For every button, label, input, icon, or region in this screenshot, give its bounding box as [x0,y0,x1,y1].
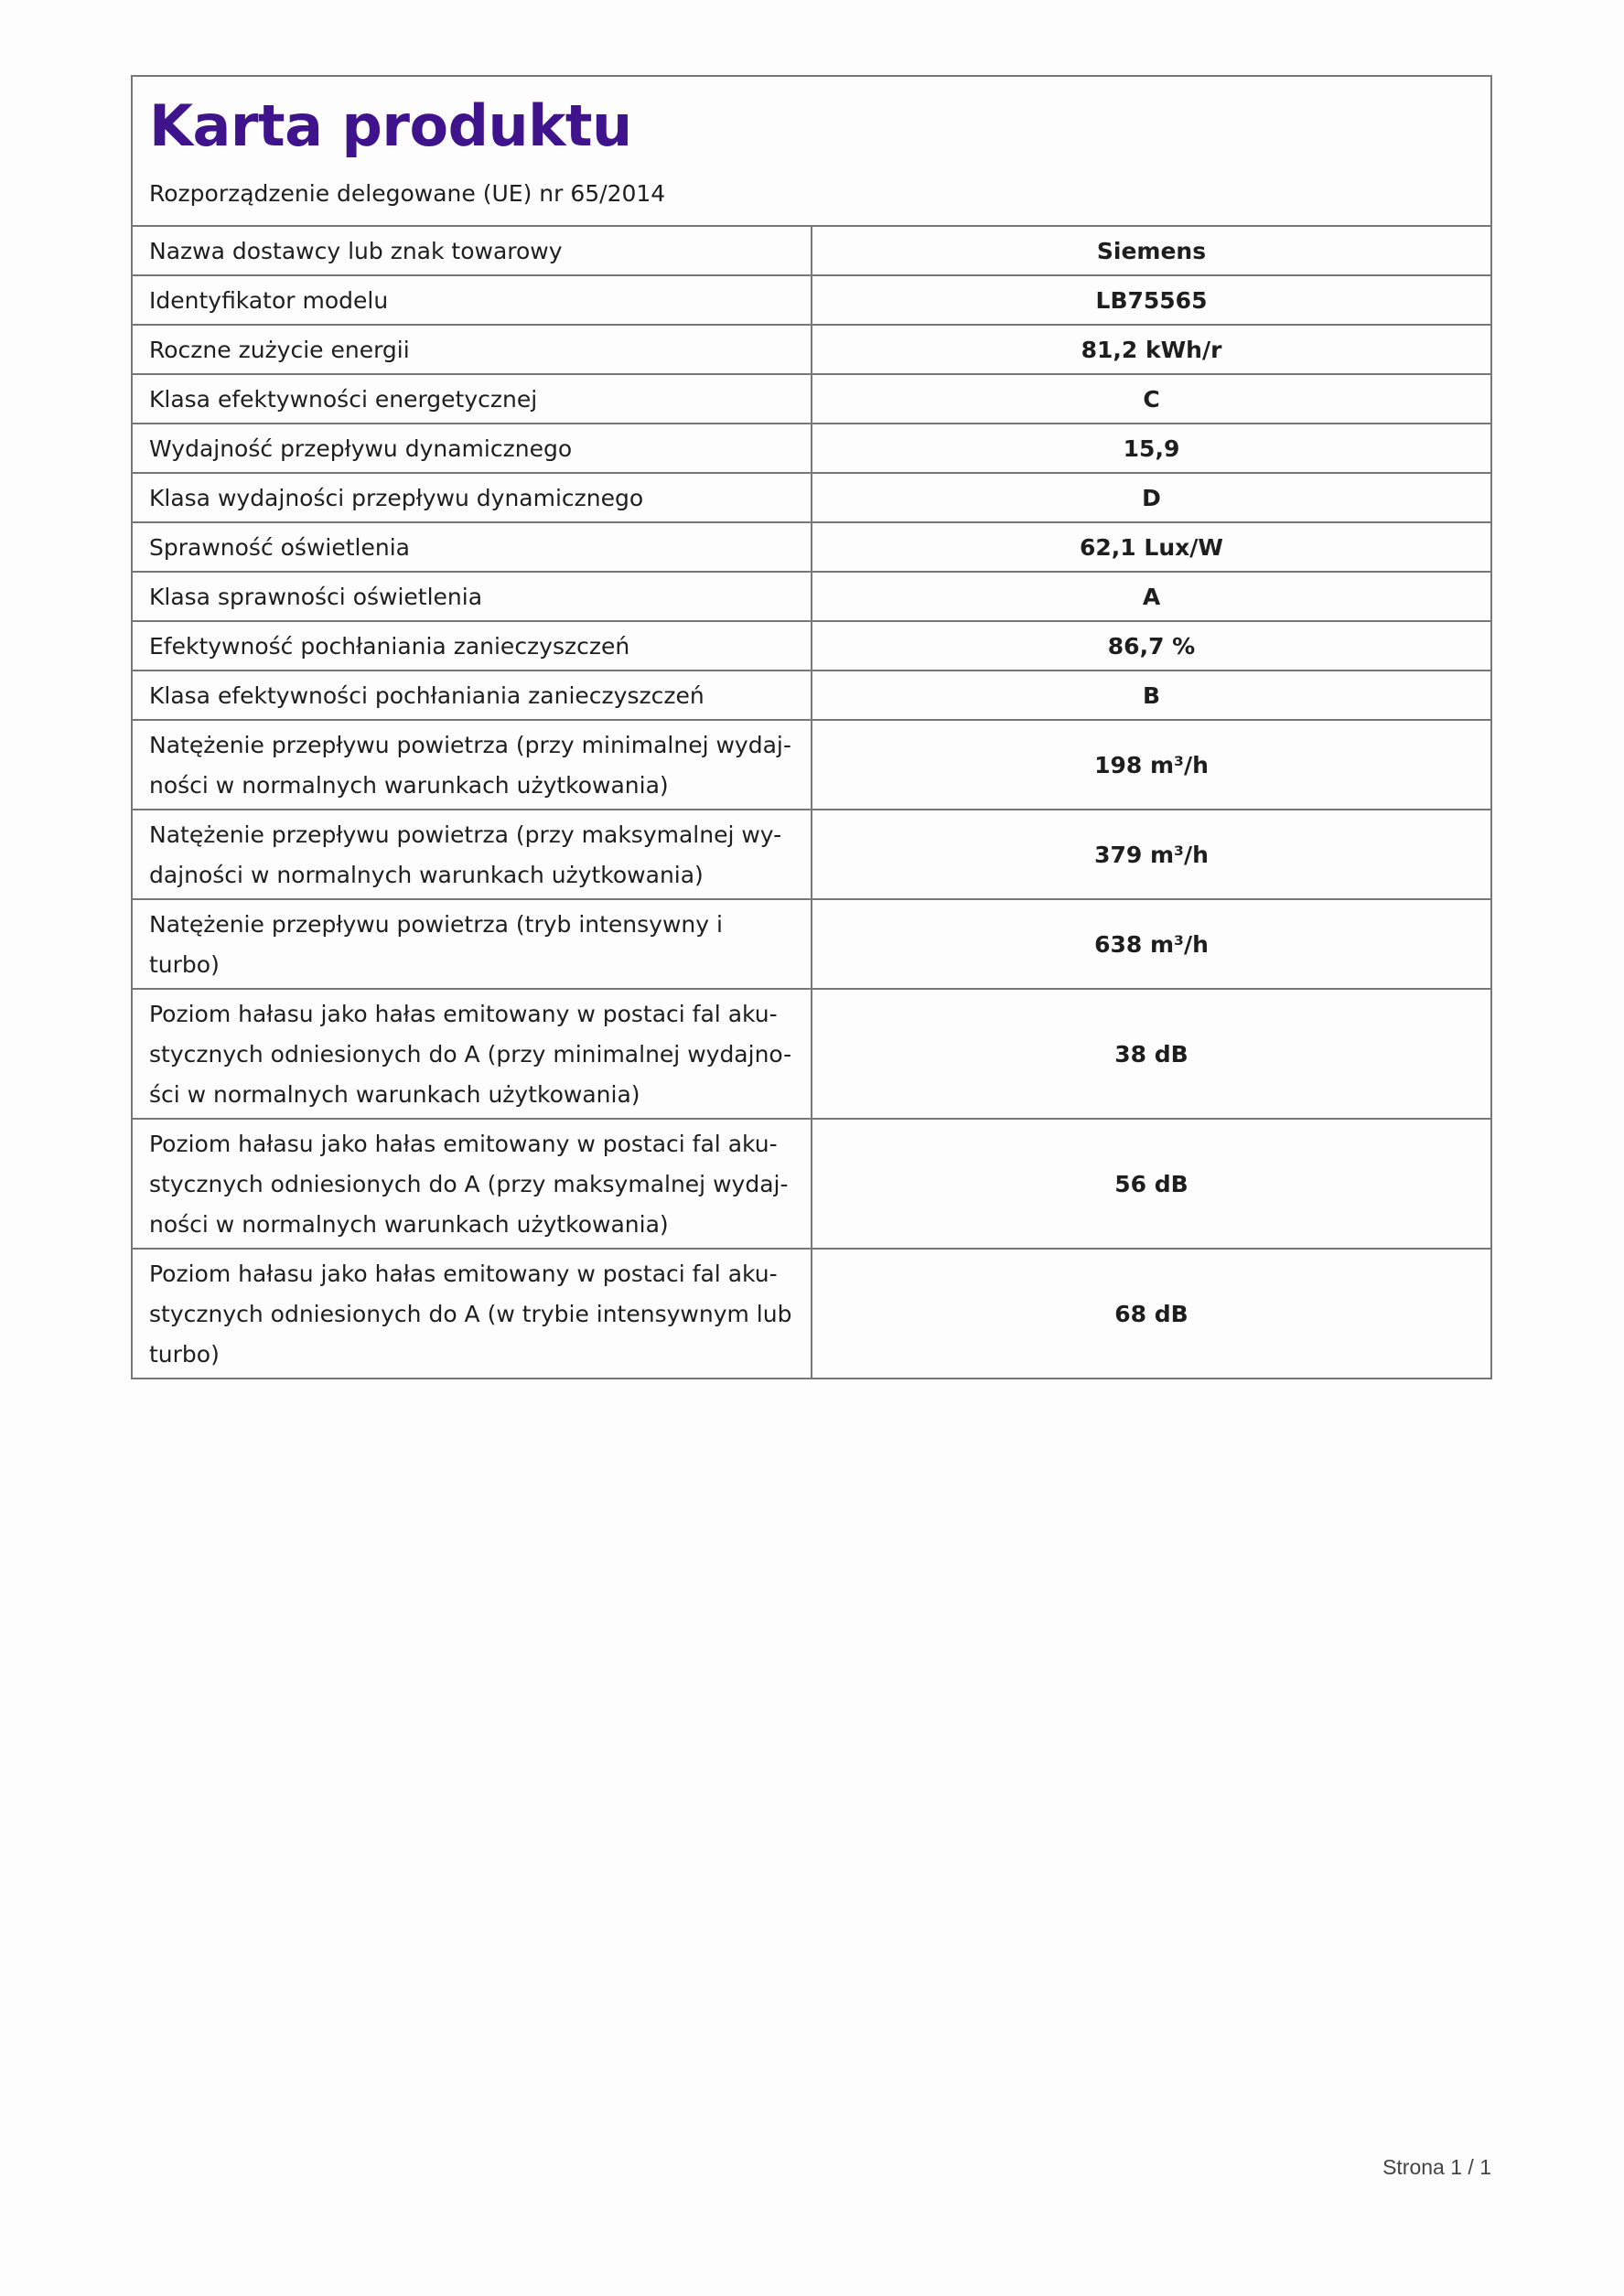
row-label: Nazwa dostawcy lub znak towarowy [133,227,812,275]
table-row [133,899,1490,989]
row-value: A [812,572,1490,621]
row-value: 62,1 Lux/W [812,522,1490,572]
row-label: Klasa efektywności energetycznej [133,374,812,424]
row-value: C [812,374,1490,424]
row-value: 56 dB [812,1119,1490,1249]
table-row [133,275,1490,325]
row-value: 379 m³/h [812,810,1490,899]
row-label: Identyfikator modelu [133,275,812,325]
row-label: Natężenie przepływu powietrza (przy minimalnej wydaj-ności w normalnych warunkach użytkowania) [133,720,812,810]
row-label: Klasa sprawności oświetlenia [133,572,812,621]
row-value: 68 dB [812,1249,1490,1378]
page-number: Strona 1 / 1 [1382,2155,1491,2179]
table-row [133,671,1490,720]
row-label: Sprawność oświetlenia [133,522,812,572]
row-value: D [812,473,1490,522]
row-value: 86,7 % [812,621,1490,671]
row-label: Efektywność pochłaniania zanieczyszczeń [133,621,812,671]
row-value: B [812,671,1490,720]
table-row [133,621,1490,671]
row-label: Roczne zużycie energii [133,325,812,374]
card-header [133,77,1490,227]
row-value: 638 m³/h [812,899,1490,989]
table-row [133,1119,1490,1249]
table-row [133,227,1490,275]
table-row [133,1249,1490,1378]
row-label: Natężenie przepływu powietrza (przy maksymalnej wy-dajności w normalnych warunkach użytkowania) [133,810,812,899]
table-row [133,720,1490,810]
row-value: 38 dB [812,989,1490,1119]
row-label: Natężenie przepływu powietrza (tryb intensywny i turbo) [133,899,812,989]
regulation-subtitle: Rozporządzenie delegowane (UE) nr 65/2014 [149,180,666,207]
row-value: 15,9 [812,424,1490,473]
table-row [133,810,1490,899]
product-table [133,227,1490,1378]
table-row [133,522,1490,572]
row-value: LB75565 [812,275,1490,325]
row-label: Wydajność przepływu dynamicznego [133,424,812,473]
row-label: Poziom hałasu jako hałas emitowany w postaci fal aku-stycznych odniesionych do A (w trybie intensywnym lub turbo) [133,1249,812,1378]
page-title: Karta produktu [149,92,632,159]
row-label: Poziom hałasu jako hałas emitowany w postaci fal aku-stycznych odniesionych do A (przy maksymalnej wydaj-ności w normalnych warunkach użytkowania) [133,1119,812,1249]
product-card [131,75,1492,1379]
table-row [133,325,1490,374]
table-row [133,989,1490,1119]
row-label: Klasa wydajności przepływu dynamicznego [133,473,812,522]
table-row [133,473,1490,522]
row-value: 198 m³/h [812,720,1490,810]
row-label: Poziom hałasu jako hałas emitowany w postaci fal aku-stycznych odniesionych do A (przy minimalnej wydajno-ści w normalnych warunkach użytkowania) [133,989,812,1119]
row-value: 81,2 kWh/r [812,325,1490,374]
table-row [133,424,1490,473]
row-label: Klasa efektywności pochłaniania zanieczyszczeń [133,671,812,720]
row-value: Siemens [1096,238,1207,264]
table-row [133,572,1490,621]
table-row [133,374,1490,424]
